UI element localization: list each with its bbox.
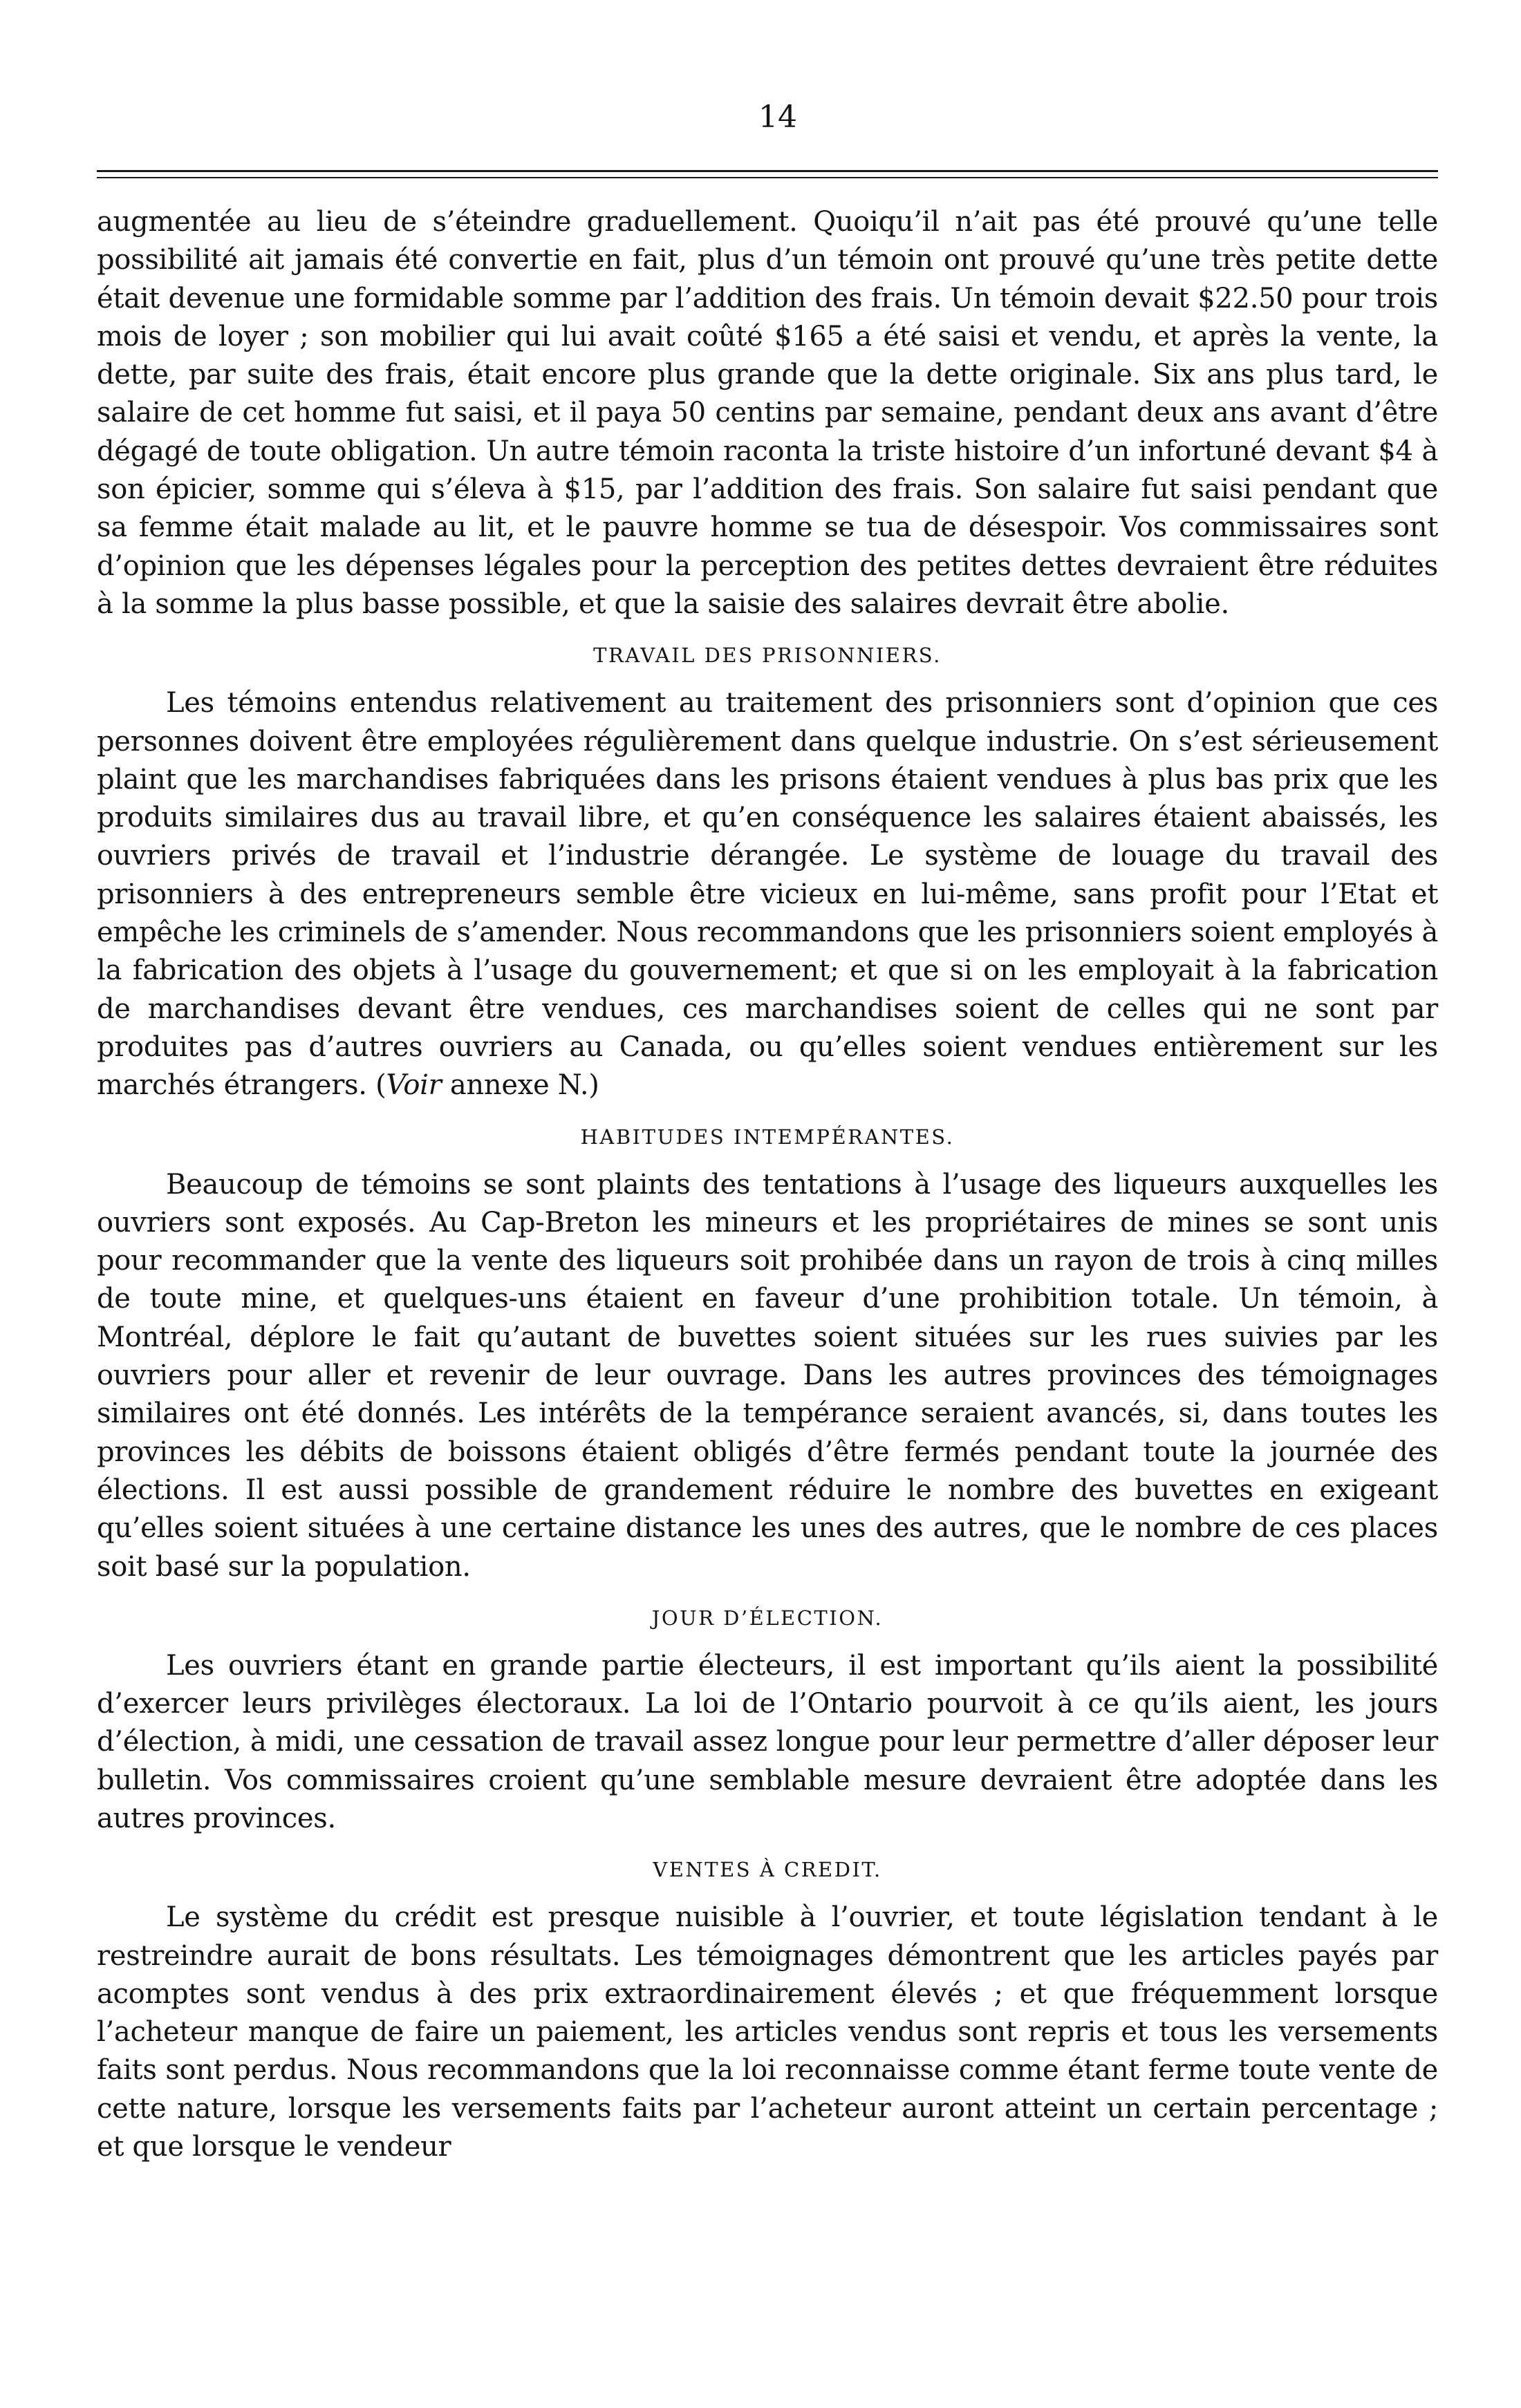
heading-ventes-a-credit: VENTES À CREDIT.: [653, 1858, 882, 1882]
paragraph-continued-debts: augmentée au lieu de s’éteindre graduellement. Quoiqu’il n’ait pas été prouvé qu’une telle possibilité ait jamais été convertie en fait, plus d’un témoin ont prouvé qu’une très petite dette était devenue une formidable somme par l’addition des frais. Un témoin devait $22.50 pour trois mois de loyer ; son mobilier qui lui avait coûté $165 a été saisi et vendu, et après la vente, la dette, par suite des frais, était encore plus grande que la dette originale. Six ans plus tard, le salaire de cet homme fut saisi, et il paya 50 centins par semaine, pendant deux ans avant d’être dégagé de toute obligation. Un autre témoin raconta la triste histoire d’un infortuné devant $4 à son épicier, somme qui s’éleva à $15, par l’addition des frais. Son salaire fut saisi pendant que sa femme était malade au lit, et le pauvre homme se tua de désespoir. Vos commissaires sont d’opinion que les dépenses légales pour la perception des petites dettes devraient être réduites à la somme la plus basse possible, et que la saisie des salaires devrait être abolie.: [97, 206, 1438, 620]
annex-reference-rest: annexe N.): [441, 1069, 599, 1102]
paragraph-travail-des-prisonniers: [97, 684, 1438, 1104]
document-page: [97, 97, 1438, 2166]
paragraph-habitudes-intemperantes: Beaucoup de témoins se sont plaints des tentations à l’usage des liqueurs auxquelles les ouvriers sont exposés. Au Cap-Breton les mineurs et les propriétaires de mines se sont unis pour recommander que la vente des liqueurs soit prohibée dans un rayon de trois à cinq milles de toute mine, et quelques-uns étaient en faveur d’une prohibition totale. Un témoin, à Montréal, déplore le fait qu’autant de buvettes soient situées sur les rues suivies par les ouvriers pour aller et revenir de leur ouvrage. Dans les autres provinces des témoignages similaires ont été donnés. Les intérêts de la tempérance seraient avancés, si, dans toutes les provinces les débits de boissons étaient obligés d’être fermés pendant toute la journée des élections. Il est aussi possible de grandement réduire le nombre des buvettes en exigeant qu’elles soient situées à une certaine distance les unes des autres, que le nombre de ces places soit basé sur la population.: [97, 1168, 1438, 1583]
annex-reference-italic: Voir: [386, 1069, 442, 1102]
heading-travail-des-prisonniers: TRAVAIL DES PRISONNIERS.: [593, 643, 942, 668]
heading-habitudes-intemperantes: HABITUDES INTEMPÉRANTES.: [580, 1125, 955, 1149]
page-number: 14: [758, 100, 797, 135]
prisoners-text: Les témoins entendus relativement au traitement des prisonniers sont d’opinion que ces personnes doivent être employées régulièrement dans quelque industrie. On s’est sérieusement plaint que les marchandises fabriquées dans les prisons étaient vendues à plus bas prix que les produits similaires dus au travail libre, et qu’en conséquence les salaires étaient abaissés, les ouvriers privés de travail et l’industrie dérangée. Le système de louage du travail des prisonniers à des entrepreneurs semble être vicieux en lui-même, sans profit pour l’Etat et empêche les criminels de s’amender. Nous recommandons que les prisonniers soient employés à la fabrication des objets à l’usage du gouvernement; et que si on les employait à la fabrication de marchandises devant être vendues, ces marchandises soient de celles qui ne sont par produites pas d’autres ouvriers au Canada, ou qu’elles soient vendues entièrement sur les marchés étrangers. (: [97, 687, 1438, 1102]
paragraph-jour-election: Les ouvriers étant en grande partie électeurs, il est important qu’ils aient la possibilité d’exercer leurs privilèges électoraux. La loi de l’Ontario pourvoit à ce qu’ils aient, les jours d’élection, à midi, une cessation de travail assez longue pour leur permettre d’aller déposer leur bulletin. Vos commissaires croient qu’une semblable mesure devraient être adoptée dans les autres provinces.: [97, 1649, 1438, 1834]
paragraph-ventes-a-credit: Le système du crédit est presque nuisible à l’ouvrier, et toute législation tendant à le restreindre aurait de bons résultats. Les témoignages démontrent que les articles payés par acomptes sont vendus à des prix extraordinairement élevés ; et que fréquemment lorsque l’acheteur manque de faire un paiement, les articles vendus sont repris et tous les versements faits sont perdus. Nous recommandons que la loi reconnaisse comme étant ferme toute vente de cette nature, lorsque les versements faits par l’acheteur auront atteint un certain percentage ; et que lorsque le vendeur: [97, 1901, 1438, 2163]
document-body: [97, 203, 1438, 2166]
header-double-rule: [97, 170, 1438, 178]
heading-jour-election: JOUR D’ÉLECTION.: [651, 1606, 884, 1630]
